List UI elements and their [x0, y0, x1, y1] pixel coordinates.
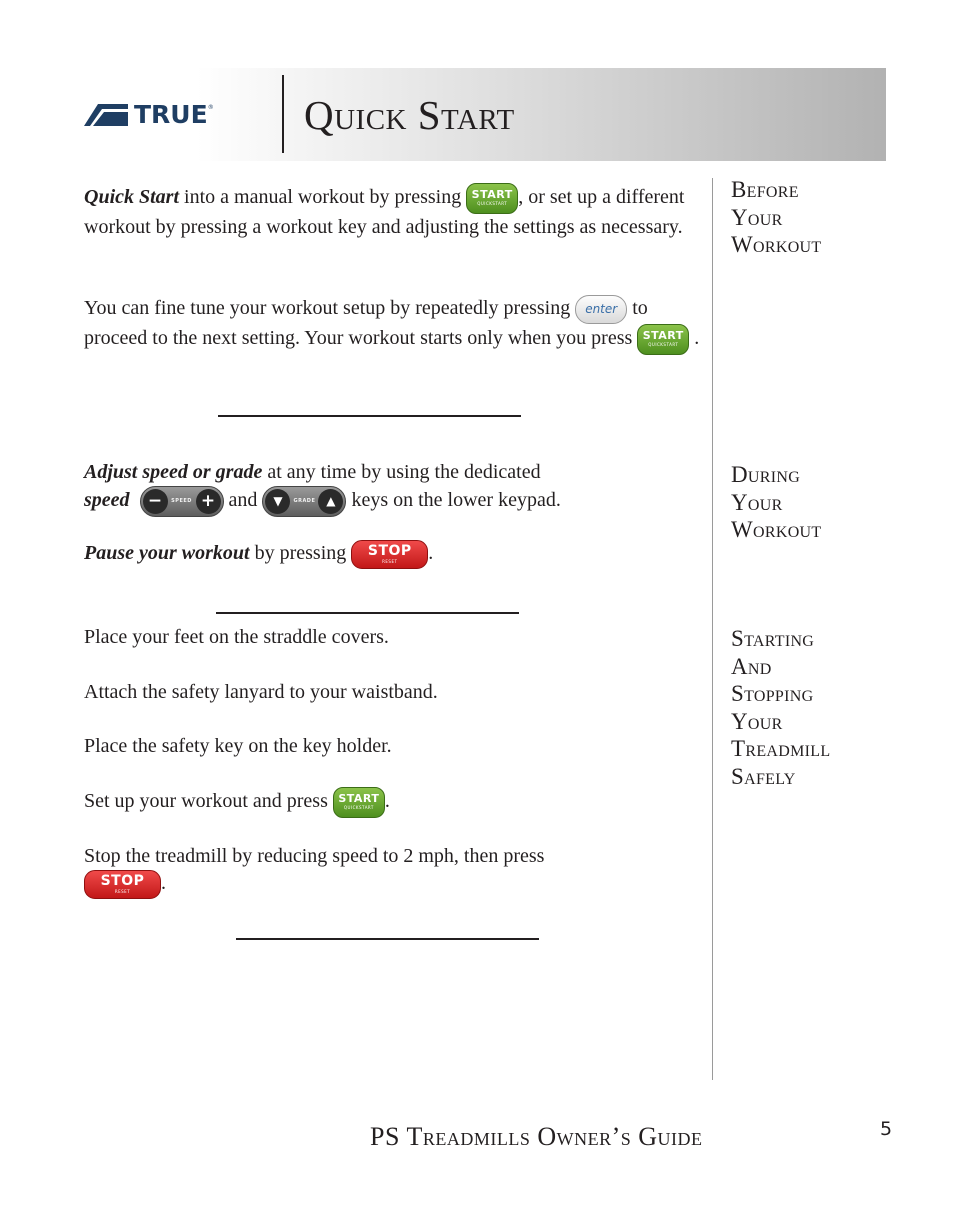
logo-mark-icon — [84, 104, 128, 126]
section-rule — [218, 415, 521, 417]
grade-keys-icon: ▼ GRADE ▲ — [262, 486, 346, 517]
page-title: Quick Start — [304, 92, 515, 138]
before-paragraph-1: Quick Start into a manual workout by pressing START QUICKSTART , or set up a different workout by pressing a workout key and adjusting the settings as necessary. — [84, 183, 700, 241]
safety-line-1: Place your feet on the straddle covers. — [84, 626, 389, 648]
safety-line-3: Place the safety key on the key holder. — [84, 735, 392, 757]
start-button-icon: START QUICKSTART — [637, 324, 689, 355]
heading-before-workout: Before Your Workout — [731, 177, 822, 257]
heading-safety: Starting And Stopping Your Treadmill Safely — [731, 626, 831, 789]
section-rule — [216, 612, 519, 614]
stop-button-icon: STOP RESET — [351, 540, 428, 569]
safety-line-4: Set up your workout and press START QUICKSTART . — [84, 787, 700, 818]
page-number: 5 — [880, 1118, 893, 1140]
safety-line-5: Stop the treadmill by reducing speed to 2 mph, then press STOP RESET . — [84, 843, 700, 899]
column-divider — [712, 178, 713, 1080]
section-rule — [236, 938, 539, 940]
speed-keys-icon: − SPEED + — [140, 486, 224, 517]
logo-word: TRUE — [134, 100, 208, 129]
start-button-icon: START QUICKSTART — [333, 787, 385, 818]
before-paragraph-2: You can fine tune your workout setup by repeatedly pressing enter to proceed to the next setting. Your workout starts only when you press START QUICKSTART . — [84, 295, 700, 355]
stop-button-icon: STOP RESET — [84, 870, 161, 899]
heading-during-workout: During Your Workout — [731, 462, 822, 542]
page-header — [84, 68, 886, 161]
during-paragraph-1: Adjust speed or grade at any time by using the dedicated speed − SPEED + and ▼ GRADE ▲ keys on the lower keypad. — [84, 459, 700, 517]
logo-trademark: ® — [207, 104, 214, 111]
enter-button-icon: enter — [575, 295, 627, 324]
safety-line-2: Attach the safety lanyard to your waistband. — [84, 681, 438, 703]
true-logo — [84, 100, 214, 129]
footer-title: PS Treadmills Owner’s Guide — [370, 1122, 703, 1151]
during-paragraph-2: Pause your workout by pressing STOP RESET . — [84, 540, 700, 569]
header-divider — [282, 75, 284, 153]
quick-start-emphasis: Quick Start — [84, 186, 180, 209]
start-button-icon: START QUICKSTART — [466, 183, 518, 214]
